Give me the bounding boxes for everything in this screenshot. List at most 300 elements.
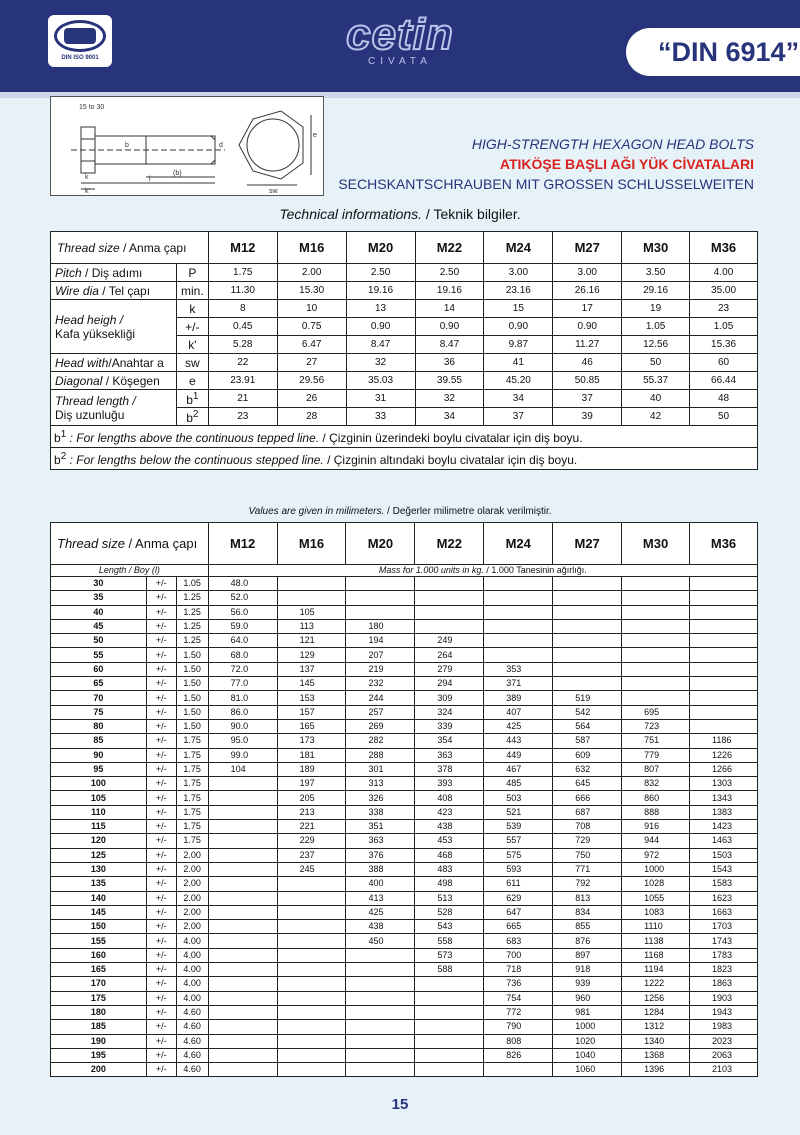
mass-cell: 543 <box>415 920 484 934</box>
tolerance-sign-cell: +/- <box>146 1034 176 1048</box>
cell: 19.16 <box>415 282 484 300</box>
mass-cell: 498 <box>415 877 484 891</box>
tolerance-sign-cell: +/- <box>146 1020 176 1034</box>
mass-cell: 588 <box>415 963 484 977</box>
mass-row <box>51 934 758 948</box>
mass-cell: 339 <box>415 719 484 733</box>
cell: 4.00 <box>690 264 758 282</box>
mass-row <box>51 634 758 648</box>
mass-cell: 708 <box>553 820 622 834</box>
mass-cell: 181 <box>277 748 346 762</box>
cell: 39 <box>553 408 622 426</box>
mass-cell: 790 <box>484 1020 553 1034</box>
cell: 19 <box>622 300 690 318</box>
cell: 39.55 <box>415 372 484 390</box>
mass-cell: 860 <box>622 791 690 805</box>
product-titles <box>338 134 754 194</box>
mass-row <box>51 820 758 834</box>
tolerance-sign-cell: +/- <box>146 734 176 748</box>
mass-cell <box>277 991 346 1005</box>
mass-cell: 104 <box>208 762 277 776</box>
header-bar <box>0 0 800 92</box>
wire-symbol: min. <box>176 282 208 300</box>
mass-row <box>51 1048 758 1062</box>
mass-cell: 832 <box>622 777 690 791</box>
dim-d-label: d <box>219 142 223 149</box>
mass-cell: 1423 <box>690 820 758 834</box>
tolerance-cell: 1.75 <box>176 805 208 819</box>
tolerance-cell: 4.60 <box>176 1020 208 1034</box>
length-cell: 55 <box>51 648 147 662</box>
mass-cell <box>415 977 484 991</box>
tolerance-sign-cell: +/- <box>146 934 176 948</box>
mass-cell <box>622 605 690 619</box>
dim-sw-label: sw <box>269 188 278 195</box>
mass-cell: 467 <box>484 762 553 776</box>
mass-cell: 443 <box>484 734 553 748</box>
length-cell: 145 <box>51 905 147 919</box>
tolerance-sign-cell: +/- <box>146 877 176 891</box>
mass-cell: 121 <box>277 634 346 648</box>
mass-cell: 981 <box>553 1005 622 1019</box>
tolerance-sign-cell: +/- <box>146 862 176 876</box>
mass-cell <box>208 977 277 991</box>
mass-cell: 1256 <box>622 991 690 1005</box>
tolerance-sign-cell: +/- <box>146 963 176 977</box>
k2-symbol: k' <box>176 336 208 354</box>
cell: 2.50 <box>346 264 415 282</box>
mass-cell: 558 <box>415 934 484 948</box>
mass-cell: 1983 <box>690 1020 758 1034</box>
mass-row <box>51 805 758 819</box>
cell: 31 <box>346 390 415 408</box>
mass-cell <box>277 1005 346 1019</box>
size-header: M30 <box>622 523 690 565</box>
thread-b1-row <box>51 390 758 408</box>
tolerance-cell: 1.25 <box>176 619 208 633</box>
mass-cell <box>208 934 277 948</box>
size-header: M20 <box>346 232 415 264</box>
mass-cell: 1903 <box>690 991 758 1005</box>
dim-b-label: b <box>125 142 129 149</box>
mass-cell <box>277 905 346 919</box>
mass-cell: 1663 <box>690 905 758 919</box>
e-symbol: e <box>176 372 208 390</box>
mass-cell: 834 <box>553 905 622 919</box>
mass-row <box>51 1005 758 1019</box>
length-cell: 40 <box>51 605 147 619</box>
mass-cell <box>415 1005 484 1019</box>
mass-cell: 751 <box>622 734 690 748</box>
mass-cell: 324 <box>415 705 484 719</box>
tolerance-sign-cell: +/- <box>146 991 176 1005</box>
mass-cell: 301 <box>346 762 415 776</box>
length-cell: 45 <box>51 619 147 633</box>
dim-k2-label: k' <box>85 188 90 195</box>
tech-header-row <box>51 232 758 264</box>
page-number: 15 <box>391 1096 409 1113</box>
mass-cell: 378 <box>415 762 484 776</box>
cell: 32 <box>415 390 484 408</box>
mass-cell: 353 <box>484 662 553 676</box>
mass-cell: 960 <box>553 991 622 1005</box>
length-cell: 170 <box>51 977 147 991</box>
mass-cell: 1040 <box>553 1048 622 1062</box>
mass-cell: 939 <box>553 977 622 991</box>
mass-cell: 916 <box>622 820 690 834</box>
cell: 9.87 <box>484 336 553 354</box>
length-cell: 75 <box>51 705 147 719</box>
tolerance-sign-cell: +/- <box>146 834 176 848</box>
mass-cell <box>346 991 415 1005</box>
mass-cell <box>690 591 758 605</box>
mass-cell: 86.0 <box>208 705 277 719</box>
mass-cell: 575 <box>484 848 553 862</box>
cell: 22 <box>208 354 277 372</box>
mass-cell: 288 <box>346 748 415 762</box>
mass-cell: 81.0 <box>208 691 277 705</box>
tolerance-cell: 1.05 <box>176 577 208 591</box>
mass-cell: 408 <box>415 791 484 805</box>
mass-row <box>51 719 758 733</box>
cell: 34 <box>415 408 484 426</box>
mass-cell: 876 <box>553 934 622 948</box>
cell: 60 <box>690 354 758 372</box>
cell: 66.44 <box>690 372 758 390</box>
din-title: “DIN 6914” <box>658 37 800 67</box>
title-de: SECHSKANTSCHRAUBEN MIT GROSSEN SCHLUSSELWEITEN <box>338 176 754 192</box>
size-header: M12 <box>208 232 277 264</box>
tolerance-sign-cell: +/- <box>146 691 176 705</box>
mass-cell: 519 <box>553 691 622 705</box>
mass-cell: 393 <box>415 777 484 791</box>
mass-cell: 1186 <box>690 734 758 748</box>
mass-cell: 449 <box>484 748 553 762</box>
mass-cell: 1110 <box>622 920 690 934</box>
tech-info-heading <box>0 206 800 222</box>
mass-cell: 647 <box>484 905 553 919</box>
mass-cell <box>484 634 553 648</box>
pitch-label: Pitch / Diş adımı <box>51 264 177 282</box>
cell: 23 <box>208 408 277 426</box>
mass-cell <box>277 877 346 891</box>
size-header: M36 <box>690 523 758 565</box>
mass-row <box>51 905 758 919</box>
mass-row <box>51 677 758 691</box>
mass-cell <box>277 1063 346 1077</box>
tolerance-cell: 1.50 <box>176 705 208 719</box>
cell: 40 <box>622 390 690 408</box>
mass-cell <box>553 677 622 691</box>
pitch-symbol: P <box>176 264 208 282</box>
mass-cell: 542 <box>553 705 622 719</box>
mass-cell <box>622 648 690 662</box>
mass-cell: 1168 <box>622 948 690 962</box>
mass-cell: 513 <box>415 891 484 905</box>
mass-header-row <box>51 523 758 565</box>
cell: 0.75 <box>277 318 346 336</box>
b2-symbol: $b^2$ <box>176 408 208 426</box>
mass-cell <box>277 920 346 934</box>
tech-info-en: Technical informations. <box>279 206 423 222</box>
mass-cell: 1028 <box>622 877 690 891</box>
cell: 0.90 <box>346 318 415 336</box>
mass-cell: 483 <box>415 862 484 876</box>
tolerance-sign-cell: +/- <box>146 762 176 776</box>
mass-cell: 1823 <box>690 963 758 977</box>
mass-cell: 113 <box>277 619 346 633</box>
size-header: M12 <box>208 523 277 565</box>
size-header: M16 <box>277 232 346 264</box>
cell: 34 <box>484 390 553 408</box>
mass-cell: 180 <box>346 619 415 633</box>
mass-cell <box>553 591 622 605</box>
mass-cell <box>346 977 415 991</box>
mass-cell <box>622 662 690 676</box>
mass-cell: 557 <box>484 834 553 848</box>
mass-cell: 257 <box>346 705 415 719</box>
tolerance-cell: 1.50 <box>176 719 208 733</box>
tolerance-cell: 4.00 <box>176 991 208 1005</box>
mass-cell <box>346 963 415 977</box>
mass-cell: 645 <box>553 777 622 791</box>
mass-cell <box>484 577 553 591</box>
mass-cell: 2063 <box>690 1048 758 1062</box>
mass-cell <box>484 648 553 662</box>
length-cell: 190 <box>51 1034 147 1048</box>
mass-cell <box>208 877 277 891</box>
mass-cell: 1266 <box>690 762 758 776</box>
mass-cell <box>277 1048 346 1062</box>
mass-cell <box>415 605 484 619</box>
mass-row <box>51 834 758 848</box>
mass-cell: 173 <box>277 734 346 748</box>
mass-cell <box>346 1063 415 1077</box>
values-note <box>0 506 800 517</box>
mass-cell: 400 <box>346 877 415 891</box>
cell: 0.90 <box>484 318 553 336</box>
tolerance-cell: 1.75 <box>176 820 208 834</box>
mass-cell <box>622 577 690 591</box>
mass-cell <box>690 662 758 676</box>
mass-cell <box>484 591 553 605</box>
mass-cell <box>277 977 346 991</box>
mass-cell <box>690 719 758 733</box>
mass-cell: 425 <box>484 719 553 733</box>
mass-cell <box>346 1020 415 1034</box>
mass-cell: 665 <box>484 920 553 934</box>
tolerance-sign-cell: +/- <box>146 677 176 691</box>
mass-cell <box>277 948 346 962</box>
mass-cell <box>690 648 758 662</box>
mass-cell <box>277 1020 346 1034</box>
cell: 3.00 <box>553 264 622 282</box>
cell: 2.00 <box>277 264 346 282</box>
tolerance-cell: 1.75 <box>176 777 208 791</box>
cell: 27 <box>277 354 346 372</box>
mass-cell <box>622 634 690 648</box>
tolerance-sign-cell: +/- <box>146 619 176 633</box>
tolerance-sign-cell: +/- <box>146 777 176 791</box>
size-header: M20 <box>346 523 415 565</box>
cell: 23.91 <box>208 372 277 390</box>
mass-cell <box>622 677 690 691</box>
tolerance-cell: 4.00 <box>176 963 208 977</box>
brand-sub: CIVATA <box>368 56 432 67</box>
mass-cell: 363 <box>415 748 484 762</box>
mass-row <box>51 734 758 748</box>
mass-cell: 779 <box>622 748 690 762</box>
mass-row <box>51 577 758 591</box>
mass-cell <box>484 1063 553 1077</box>
cell: 29.16 <box>622 282 690 300</box>
mass-cell <box>690 691 758 705</box>
mass-cell: 813 <box>553 891 622 905</box>
mass-cell <box>346 577 415 591</box>
mass-cell <box>208 820 277 834</box>
cell: 6.47 <box>277 336 346 354</box>
mass-cell <box>346 1048 415 1062</box>
tolerance-sign-cell: +/- <box>146 1005 176 1019</box>
cell: 35.00 <box>690 282 758 300</box>
mass-cell <box>415 1020 484 1034</box>
tolerance-cell: 1.50 <box>176 677 208 691</box>
mass-cell: 438 <box>415 820 484 834</box>
mass-cell: 153 <box>277 691 346 705</box>
cell: 11.27 <box>553 336 622 354</box>
mass-cell: 888 <box>622 805 690 819</box>
length-cell: 100 <box>51 777 147 791</box>
mass-cell <box>346 948 415 962</box>
mass-cell: 189 <box>277 762 346 776</box>
length-cell: 50 <box>51 634 147 648</box>
mass-cell: 388 <box>346 862 415 876</box>
tolerance-cell: 1.50 <box>176 648 208 662</box>
mass-cell <box>208 1063 277 1077</box>
cell: 45.20 <box>484 372 553 390</box>
mass-cell <box>208 920 277 934</box>
mass-cell: 165 <box>277 719 346 733</box>
length-cell: 125 <box>51 848 147 862</box>
cell: 14 <box>415 300 484 318</box>
tolerance-cell: 1.75 <box>176 748 208 762</box>
sw-symbol: sw <box>176 354 208 372</box>
dim-e-label: e <box>313 132 317 139</box>
length-cell: 195 <box>51 1048 147 1062</box>
mass-label: Mass for 1.000 units in kg. / 1.000 Tanesinin ağırlığı. <box>208 565 757 577</box>
mass-cell: 632 <box>553 762 622 776</box>
tolerance-sign-cell: +/- <box>146 605 176 619</box>
length-cell: 105 <box>51 791 147 805</box>
mass-cell: 197 <box>277 777 346 791</box>
mass-cell <box>346 1005 415 1019</box>
mass-cell <box>277 891 346 905</box>
mass-cell: 666 <box>553 791 622 805</box>
mass-cell: 157 <box>277 705 346 719</box>
din-badge <box>626 28 800 76</box>
mass-cell: 438 <box>346 920 415 934</box>
mass-row <box>51 963 758 977</box>
tolerance-cell: 2.00 <box>176 891 208 905</box>
tolerance-sign-cell: +/- <box>146 891 176 905</box>
mass-cell: 826 <box>484 1048 553 1062</box>
cell: 23.16 <box>484 282 553 300</box>
mass-cell: 326 <box>346 791 415 805</box>
mass-cell <box>690 705 758 719</box>
mass-cell: 1083 <box>622 905 690 919</box>
tolerance-sign-cell: +/- <box>146 634 176 648</box>
thread-size-label: Thread size / Anma çapı <box>51 523 209 565</box>
cell: 36 <box>415 354 484 372</box>
length-cell: 115 <box>51 820 147 834</box>
cell: 1.05 <box>690 318 758 336</box>
mass-cell <box>553 648 622 662</box>
length-cell: 70 <box>51 691 147 705</box>
technical-table <box>50 231 758 470</box>
tolerance-sign-cell: +/- <box>146 748 176 762</box>
mass-cell: 611 <box>484 877 553 891</box>
mass-cell: 309 <box>415 691 484 705</box>
wire-label: Wire dia / Tel çapı <box>51 282 177 300</box>
mass-cell: 194 <box>346 634 415 648</box>
cell: 50.85 <box>553 372 622 390</box>
mass-cell <box>415 591 484 605</box>
mass-cell: 423 <box>415 805 484 819</box>
tolerance-cell: 1.75 <box>176 762 208 776</box>
mass-cell: 855 <box>553 920 622 934</box>
mass-cell: 1055 <box>622 891 690 905</box>
pitch-row <box>51 264 758 282</box>
mass-cell: 1000 <box>553 1020 622 1034</box>
mass-cell: 1743 <box>690 934 758 948</box>
cell: 0.45 <box>208 318 277 336</box>
cell: 15 <box>484 300 553 318</box>
mass-cell: 539 <box>484 820 553 834</box>
tolerance-sign-cell: +/- <box>146 848 176 862</box>
tolerance-cell: 4.00 <box>176 948 208 962</box>
cell: 50 <box>690 408 758 426</box>
mass-cell: 2023 <box>690 1034 758 1048</box>
length-cell: 110 <box>51 805 147 819</box>
mass-cell: 573 <box>415 948 484 962</box>
mass-cell: 1222 <box>622 977 690 991</box>
mass-cell: 503 <box>484 791 553 805</box>
mass-cell <box>208 948 277 962</box>
mass-cell: 338 <box>346 805 415 819</box>
mass-cell: 729 <box>553 834 622 848</box>
mass-cell: 528 <box>415 905 484 919</box>
length-cell: 30 <box>51 577 147 591</box>
mass-cell: 450 <box>346 934 415 948</box>
mass-cell: 389 <box>484 691 553 705</box>
mass-cell <box>277 963 346 977</box>
cell: 41 <box>484 354 553 372</box>
cell: 3.50 <box>622 264 690 282</box>
length-cell: 65 <box>51 677 147 691</box>
sw-row <box>51 354 758 372</box>
mass-row <box>51 748 758 762</box>
mass-cell: 371 <box>484 677 553 691</box>
mass-row <box>51 877 758 891</box>
cell: 8.47 <box>415 336 484 354</box>
mass-cell: 1943 <box>690 1005 758 1019</box>
size-header: M22 <box>415 232 484 264</box>
mass-cell: 1343 <box>690 791 758 805</box>
mass-cell <box>346 591 415 605</box>
cell: 11.30 <box>208 282 277 300</box>
head-k-row <box>51 300 758 318</box>
cell: 2.50 <box>415 264 484 282</box>
